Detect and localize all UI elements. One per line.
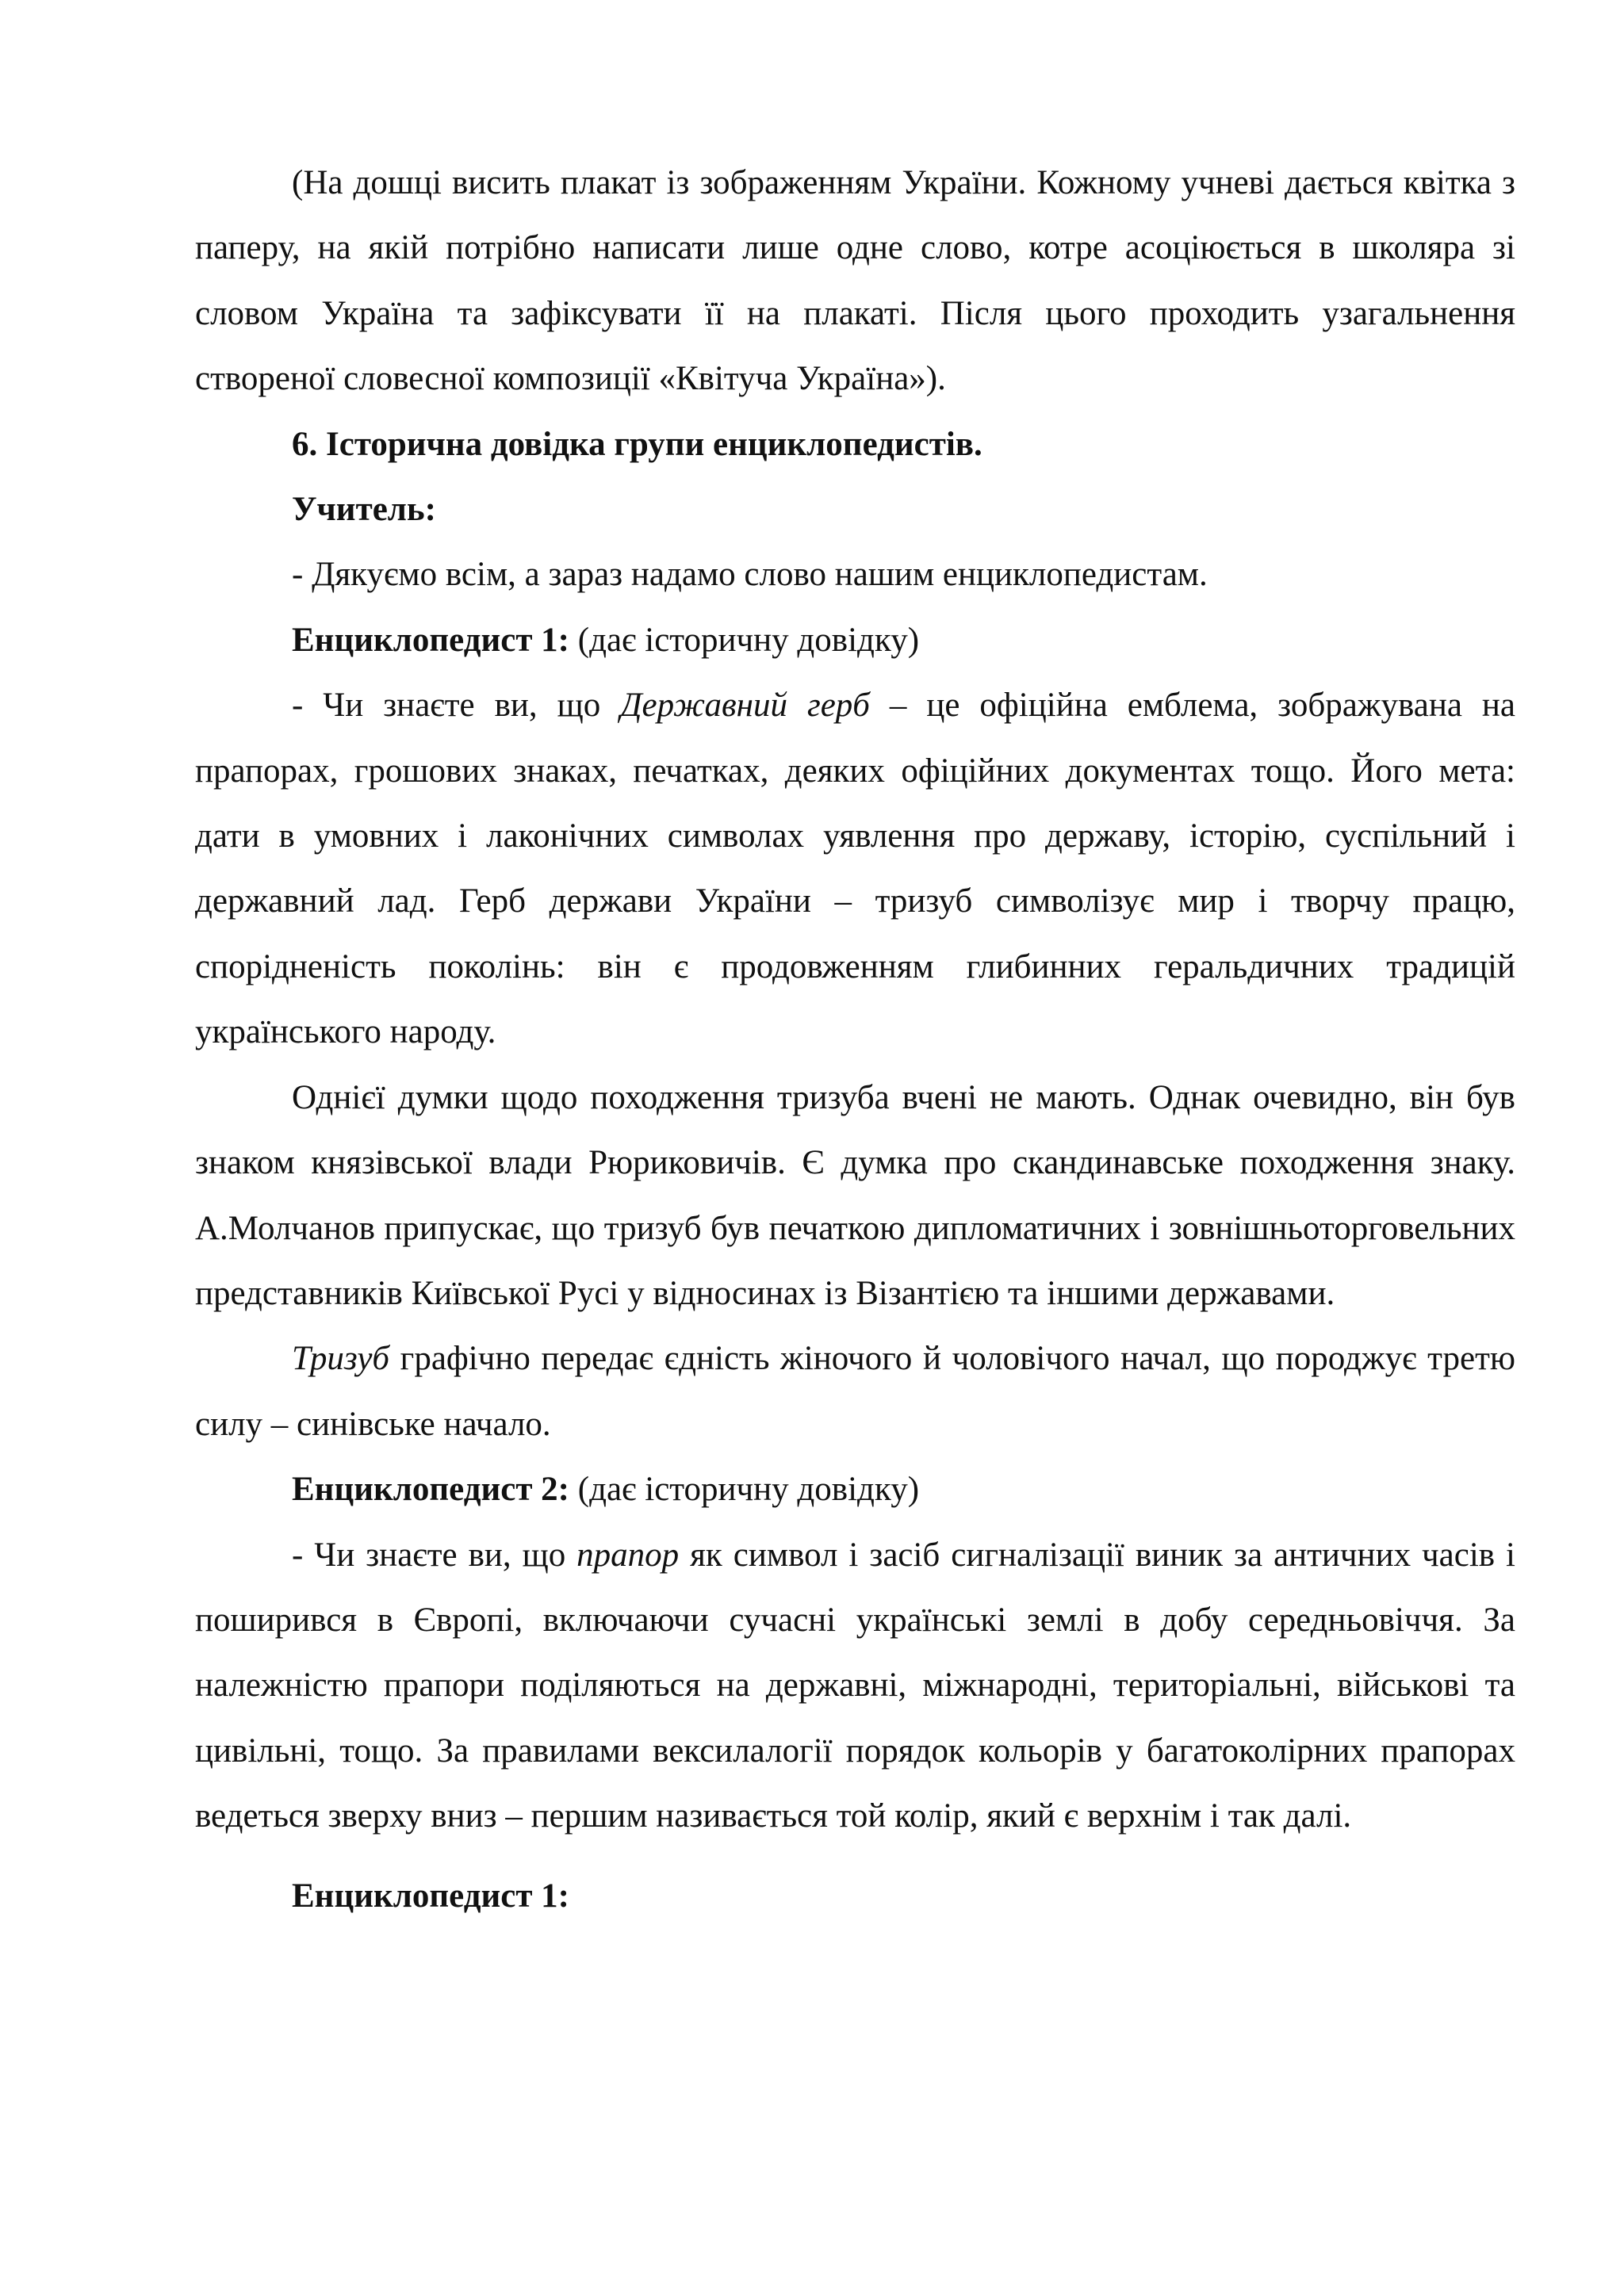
coat-of-arms-post: – це офіційна емблема, зображувана на прапорах, грошових знаках, печатках, деяких офіційних документах тощо. Його мета: дати в умовних і лаконічних символах уявлення про державу, історію, суспільний і державний лад. Герб держави України – тризуб символізує мир і творчу працю, спорідненість поколінь: він є продовженням глибинних геральдичних традицій українського народу.	[195, 687, 1515, 1051]
encyclopedist-1-heading	[195, 608, 1515, 673]
trident-meaning-post: графічно передає єдність жіночого й чоловічого начал, що породжує третю силу – синівське начало.	[195, 1340, 1515, 1443]
coat-of-arms-term: Державний герб	[620, 687, 870, 725]
teacher-label	[195, 477, 1515, 542]
encyclopedist-1-label: Енциклопедист 1:	[292, 621, 570, 659]
trident-term: Тризуб	[292, 1340, 390, 1378]
teacher-label-text: Учитель:	[292, 491, 436, 529]
paragraph-spacer	[195, 1850, 1515, 1864]
trident-meaning-paragraph	[195, 1326, 1515, 1457]
encyclopedist-1-heading-2	[195, 1864, 1515, 1929]
encyclopedist-2-note: (дає історичну довідку)	[569, 1471, 920, 1509]
encyclopedist-2-label: Енциклопедист 2:	[292, 1471, 570, 1509]
trident-origin-paragraph: Однієї думки щодо походження тризуба вчені не мають. Однак очевидно, він був знаком князівської влади Рюриковичів. Є думка про скандинавське походження знаку. А.Молчанов припускає, що тризуб був печаткою дипломатичних і зовнішньоторговельних представників Київської Русі у відносинах із Візантією та іншими державами.	[195, 1078, 1515, 1312]
flag-pre: - Чи знаєте ви, що	[292, 1536, 577, 1574]
coat-of-arms-paragraph	[195, 673, 1515, 1065]
flag-post: як символ і засіб сигналізації виник за античних часів і поширився в Європі, включаючи сучасні українські землі в добу середньовіччя. За належністю прапори поділяються на державні, міжнародні, територіальні, військові та цивільні, тощо. За правилами вексилалогії порядок кольорів у багатоколірних прапорах ведеться зверху вниз – першим називається той колір, який є верхнім і так далі.	[195, 1536, 1515, 1835]
teacher-line: - Дякуємо всім, а зараз надамо слово нашим енциклопедистам.	[292, 556, 1208, 594]
section-heading	[195, 412, 1515, 477]
encyclopedist-1-note: (дає історичну довідку)	[569, 621, 920, 659]
coat-of-arms-pre: - Чи знаєте ви, що	[292, 687, 621, 725]
flag-paragraph	[195, 1523, 1515, 1850]
section-heading-text: 6. Історична довідка групи енциклопедистів.	[292, 425, 982, 463]
encyclopedist-2-heading	[195, 1457, 1515, 1522]
intro-paragraph: (На дошці висить плакат із зображенням України. Кожному учневі дається квітка з паперу, на якій потрібно написати лише одне слово, котре асоціюється в школяра зі словом Україна та зафіксувати її на плакаті. Після цього проходить узагальнення створеної словесної композиції «Квітуча Україна»).	[195, 164, 1515, 398]
encyclopedist-1-label-2: Енциклопедист 1:	[292, 1877, 570, 1915]
flag-term: прапор	[576, 1536, 680, 1574]
document-page	[195, 151, 1515, 1929]
